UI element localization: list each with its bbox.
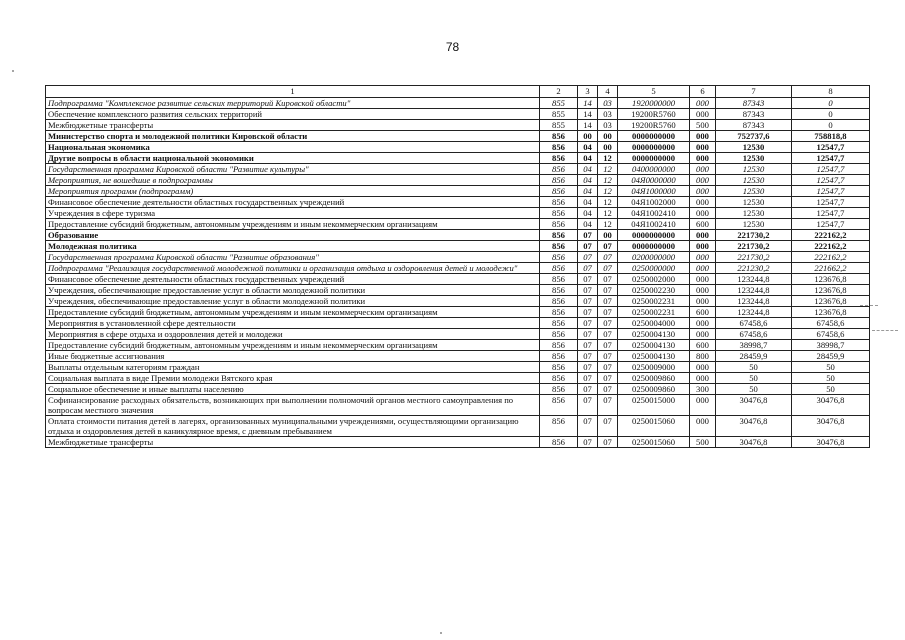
section-cell: 00 (578, 131, 598, 142)
ministry-code-cell: 856 (540, 230, 578, 241)
section-cell: 04 (578, 208, 598, 219)
section-cell: 07 (578, 307, 598, 318)
ministry-code-cell: 856 (540, 329, 578, 340)
scan-mark (860, 305, 878, 306)
column-header: 1 (46, 86, 540, 98)
ministry-code-cell: 856 (540, 175, 578, 186)
target-article-cell: 04Я1002410 (618, 208, 690, 219)
subsection-cell: 07 (598, 373, 618, 384)
table-row (46, 153, 870, 164)
amount-year2-cell: 12547,7 (792, 175, 870, 186)
table-row (46, 252, 870, 263)
ministry-code-cell: 856 (540, 384, 578, 395)
ministry-code-cell: 856 (540, 263, 578, 274)
amount-year1-cell: 87343 (716, 109, 792, 120)
section-cell: 04 (578, 186, 598, 197)
ministry-code-cell: 856 (540, 142, 578, 153)
ministry-code-cell: 856 (540, 340, 578, 351)
amount-year2-cell: 67458,6 (792, 329, 870, 340)
row-name-cell: Социальное обеспечение и иные выплаты населению (46, 384, 540, 395)
row-name-cell: Выплаты отдельным категориям граждан (46, 362, 540, 373)
table-row (46, 285, 870, 296)
amount-year2-cell: 123676,8 (792, 285, 870, 296)
table-row (46, 219, 870, 230)
expense-type-cell: 000 (690, 230, 716, 241)
section-cell: 04 (578, 153, 598, 164)
amount-year2-cell: 758818,8 (792, 131, 870, 142)
amount-year2-cell: 67458,6 (792, 318, 870, 329)
row-name-cell: Финансовое обеспечение деятельности областных государственных учреждений (46, 197, 540, 208)
amount-year2-cell: 222162,2 (792, 241, 870, 252)
table-row (46, 384, 870, 395)
amount-year1-cell: 38998,7 (716, 340, 792, 351)
target-article-cell: 0000000000 (618, 153, 690, 164)
amount-year2-cell: 221662,2 (792, 263, 870, 274)
table-row (46, 362, 870, 373)
amount-year2-cell: 12547,7 (792, 186, 870, 197)
table-row (46, 318, 870, 329)
column-header: 5 (618, 86, 690, 98)
target-article-cell: 19200R5760 (618, 109, 690, 120)
subsection-cell: 12 (598, 186, 618, 197)
ministry-code-cell: 856 (540, 351, 578, 362)
table-row (46, 296, 870, 307)
row-name-cell: Обеспечение комплексного развития сельских территорий (46, 109, 540, 120)
amount-year1-cell: 28459,9 (716, 351, 792, 362)
subsection-cell: 07 (598, 395, 618, 416)
target-article-cell: 1920000000 (618, 98, 690, 109)
ministry-code-cell: 855 (540, 120, 578, 131)
ministry-code-cell: 855 (540, 98, 578, 109)
amount-year1-cell: 50 (716, 362, 792, 373)
table-row (46, 395, 870, 416)
ministry-code-cell: 856 (540, 252, 578, 263)
expense-type-cell: 000 (690, 274, 716, 285)
expense-type-cell: 000 (690, 153, 716, 164)
target-article-cell: 0250000000 (618, 263, 690, 274)
subsection-cell: 07 (598, 340, 618, 351)
row-name-cell: Министерство спорта и молодежной политики Кировской области (46, 131, 540, 142)
amount-year1-cell: 12530 (716, 175, 792, 186)
expense-type-cell: 000 (690, 175, 716, 186)
section-cell: 04 (578, 197, 598, 208)
row-name-cell: Учреждения в сфере туризма (46, 208, 540, 219)
row-name-cell: Другие вопросы в области национальной экономики (46, 153, 540, 164)
target-article-cell: 0250002230 (618, 285, 690, 296)
amount-year1-cell: 12530 (716, 142, 792, 153)
section-cell: 07 (578, 318, 598, 329)
row-name-cell: Мероприятия, не вошедшие в подпрограммы (46, 175, 540, 186)
ministry-code-cell: 856 (540, 197, 578, 208)
amount-year2-cell: 123676,8 (792, 274, 870, 285)
row-name-cell: Учреждения, обеспечивающие предоставление услуг в области молодежной политики (46, 285, 540, 296)
amount-year2-cell: 12547,7 (792, 153, 870, 164)
expense-type-cell: 000 (690, 208, 716, 219)
table-header-row (46, 86, 870, 98)
expense-type-cell: 000 (690, 197, 716, 208)
ministry-code-cell: 856 (540, 153, 578, 164)
table-row (46, 340, 870, 351)
subsection-cell: 07 (598, 351, 618, 362)
table-row (46, 175, 870, 186)
expense-type-cell: 000 (690, 252, 716, 263)
amount-year2-cell: 50 (792, 362, 870, 373)
table-row (46, 437, 870, 448)
table-row (46, 329, 870, 340)
subsection-cell: 03 (598, 109, 618, 120)
amount-year1-cell: 12530 (716, 219, 792, 230)
ministry-code-cell: 856 (540, 395, 578, 416)
section-cell: 07 (578, 373, 598, 384)
section-cell: 04 (578, 142, 598, 153)
amount-year2-cell: 123676,8 (792, 296, 870, 307)
subsection-cell: 07 (598, 252, 618, 263)
amount-year2-cell: 38998,7 (792, 340, 870, 351)
subsection-cell: 07 (598, 318, 618, 329)
target-article-cell: 0250009860 (618, 384, 690, 395)
expense-type-cell: 300 (690, 384, 716, 395)
target-article-cell: 0250015060 (618, 416, 690, 437)
table-row (46, 230, 870, 241)
row-name-cell: Межбюджетные трансферты (46, 120, 540, 131)
target-article-cell: 0000000000 (618, 142, 690, 153)
expense-type-cell: 000 (690, 296, 716, 307)
target-article-cell: 0250015060 (618, 437, 690, 448)
subsection-cell: 07 (598, 437, 618, 448)
section-cell: 14 (578, 120, 598, 131)
ministry-code-cell: 856 (540, 186, 578, 197)
table-row (46, 208, 870, 219)
amount-year2-cell: 222162,2 (792, 230, 870, 241)
amount-year1-cell: 50 (716, 373, 792, 384)
amount-year1-cell: 123244,8 (716, 285, 792, 296)
row-name-cell: Предоставление субсидий бюджетным, автономным учреждениям и иным некоммерческим организациям (46, 307, 540, 318)
ministry-code-cell: 856 (540, 373, 578, 384)
expense-type-cell: 000 (690, 98, 716, 109)
target-article-cell: 0250004130 (618, 351, 690, 362)
row-name-cell: Оплата стоимости питания детей в лагерях, организованных муниципальными учреждениями, осуществляющими организацию отдыха и оздоровления детей в каникулярное время, с дневным пребыванием (46, 416, 540, 437)
ministry-code-cell: 856 (540, 307, 578, 318)
column-header: 8 (792, 86, 870, 98)
ministry-code-cell: 856 (540, 437, 578, 448)
section-cell: 07 (578, 241, 598, 252)
target-article-cell: 0250009000 (618, 362, 690, 373)
amount-year2-cell: 12547,7 (792, 142, 870, 153)
ministry-code-cell: 856 (540, 208, 578, 219)
expense-type-cell: 000 (690, 318, 716, 329)
row-name-cell: Учреждения, обеспечивающие предоставление услуг в области молодежной политики (46, 296, 540, 307)
table-row (46, 351, 870, 362)
ministry-code-cell: 856 (540, 164, 578, 175)
amount-year1-cell: 123244,8 (716, 274, 792, 285)
table-row (46, 164, 870, 175)
row-name-cell: Национальная экономика (46, 142, 540, 153)
target-article-cell: 0250004130 (618, 340, 690, 351)
amount-year2-cell: 222162,2 (792, 252, 870, 263)
expense-type-cell: 000 (690, 164, 716, 175)
section-cell: 07 (578, 351, 598, 362)
section-cell: 14 (578, 98, 598, 109)
table-row (46, 274, 870, 285)
amount-year2-cell: 30476,8 (792, 416, 870, 437)
amount-year2-cell: 0 (792, 98, 870, 109)
table-row (46, 109, 870, 120)
expense-type-cell: 000 (690, 285, 716, 296)
section-cell: 07 (578, 437, 598, 448)
amount-year1-cell: 123244,8 (716, 296, 792, 307)
subsection-cell: 12 (598, 164, 618, 175)
target-article-cell: 0400000000 (618, 164, 690, 175)
table-row (46, 131, 870, 142)
budget-table (45, 85, 870, 448)
target-article-cell: 04Я1002000 (618, 197, 690, 208)
amount-year1-cell: 221730,2 (716, 252, 792, 263)
page-number: 78 (445, 40, 460, 54)
section-cell: 07 (578, 230, 598, 241)
row-name-cell: Образование (46, 230, 540, 241)
amount-year2-cell: 12547,7 (792, 197, 870, 208)
expense-type-cell: 000 (690, 142, 716, 153)
section-cell: 07 (578, 285, 598, 296)
ministry-code-cell: 856 (540, 362, 578, 373)
amount-year1-cell: 221730,2 (716, 241, 792, 252)
subsection-cell: 00 (598, 142, 618, 153)
target-article-cell: 0250015000 (618, 395, 690, 416)
section-cell: 07 (578, 362, 598, 373)
table-row (46, 307, 870, 318)
row-name-cell: Предоставление субсидий бюджетным, автономным учреждениям и иным некоммерческим организациям (46, 219, 540, 230)
row-name-cell: Подпрограмма "Комплексное развитие сельских территорий Кировской области" (46, 98, 540, 109)
expense-type-cell: 000 (690, 109, 716, 120)
scan-dot (12, 70, 14, 72)
amount-year1-cell: 221730,2 (716, 230, 792, 241)
amount-year1-cell: 12530 (716, 164, 792, 175)
ministry-code-cell: 856 (540, 285, 578, 296)
subsection-cell: 03 (598, 98, 618, 109)
scan-mark (872, 330, 898, 331)
ministry-code-cell: 856 (540, 274, 578, 285)
section-cell: 07 (578, 263, 598, 274)
amount-year1-cell: 67458,6 (716, 318, 792, 329)
scan-dot (440, 632, 442, 634)
expense-type-cell: 600 (690, 219, 716, 230)
expense-type-cell: 000 (690, 263, 716, 274)
amount-year1-cell: 752737,6 (716, 131, 792, 142)
target-article-cell: 0000000000 (618, 230, 690, 241)
amount-year1-cell: 67458,6 (716, 329, 792, 340)
row-name-cell: Мероприятия в установленной сфере деятельности (46, 318, 540, 329)
subsection-cell: 12 (598, 208, 618, 219)
column-header: 2 (540, 86, 578, 98)
section-cell: 07 (578, 296, 598, 307)
section-cell: 07 (578, 329, 598, 340)
section-cell: 07 (578, 395, 598, 416)
section-cell: 04 (578, 219, 598, 230)
target-article-cell: 0000000000 (618, 131, 690, 142)
amount-year1-cell: 30476,8 (716, 437, 792, 448)
amount-year2-cell: 123676,8 (792, 307, 870, 318)
table-row (46, 416, 870, 437)
amount-year1-cell: 30476,8 (716, 416, 792, 437)
table-row (46, 197, 870, 208)
amount-year2-cell: 50 (792, 384, 870, 395)
subsection-cell: 00 (598, 230, 618, 241)
subsection-cell: 07 (598, 263, 618, 274)
ministry-code-cell: 856 (540, 318, 578, 329)
row-name-cell: Предоставление субсидий бюджетным, автономным учреждениям и иным некоммерческим организациям (46, 340, 540, 351)
section-cell: 04 (578, 164, 598, 175)
amount-year2-cell: 0 (792, 109, 870, 120)
row-name-cell: Молодежная политика (46, 241, 540, 252)
expense-type-cell: 800 (690, 351, 716, 362)
target-article-cell: 0250004000 (618, 318, 690, 329)
subsection-cell: 12 (598, 153, 618, 164)
row-name-cell: Межбюджетные трансферты (46, 437, 540, 448)
expense-type-cell: 600 (690, 307, 716, 318)
subsection-cell: 07 (598, 241, 618, 252)
amount-year1-cell: 30476,8 (716, 395, 792, 416)
target-article-cell: 04Я1002410 (618, 219, 690, 230)
target-article-cell: 0250002000 (618, 274, 690, 285)
ministry-code-cell: 856 (540, 296, 578, 307)
amount-year1-cell: 12530 (716, 197, 792, 208)
table-row (46, 241, 870, 252)
target-article-cell: 0250002231 (618, 307, 690, 318)
row-name-cell: Государственная программа Кировской области "Развитие культуры" (46, 164, 540, 175)
ministry-code-cell: 855 (540, 109, 578, 120)
amount-year1-cell: 87343 (716, 120, 792, 131)
target-article-cell: 04Я1000000 (618, 186, 690, 197)
expense-type-cell: 000 (690, 186, 716, 197)
subsection-cell: 03 (598, 120, 618, 131)
amount-year1-cell: 12530 (716, 208, 792, 219)
target-article-cell: 0000000000 (618, 241, 690, 252)
section-cell: 07 (578, 274, 598, 285)
expense-type-cell: 500 (690, 437, 716, 448)
amount-year1-cell: 123244,8 (716, 307, 792, 318)
target-article-cell: 19200R5760 (618, 120, 690, 131)
section-cell: 07 (578, 252, 598, 263)
row-name-cell: Социальная выплата в виде Премии молодежи Вятского края (46, 373, 540, 384)
expense-type-cell: 500 (690, 120, 716, 131)
subsection-cell: 12 (598, 219, 618, 230)
amount-year1-cell: 12530 (716, 186, 792, 197)
amount-year2-cell: 0 (792, 120, 870, 131)
row-name-cell: Государственная программа Кировской области "Развитие образования" (46, 252, 540, 263)
amount-year2-cell: 28459,9 (792, 351, 870, 362)
subsection-cell: 07 (598, 384, 618, 395)
section-cell: 07 (578, 384, 598, 395)
table-row (46, 373, 870, 384)
amount-year2-cell: 50 (792, 373, 870, 384)
section-cell: 07 (578, 340, 598, 351)
ministry-code-cell: 856 (540, 241, 578, 252)
row-name-cell: Мероприятия программ (подпрограмм) (46, 186, 540, 197)
expense-type-cell: 000 (690, 329, 716, 340)
expense-type-cell: 600 (690, 340, 716, 351)
row-name-cell: Иные бюджетные ассигнования (46, 351, 540, 362)
column-header: 6 (690, 86, 716, 98)
row-name-cell: Софинансирование расходных обязательств, возникающих при выполнении полномочий органов местного самоуправления по вопросам местного значения (46, 395, 540, 416)
ministry-code-cell: 856 (540, 219, 578, 230)
column-header: 7 (716, 86, 792, 98)
section-cell: 04 (578, 175, 598, 186)
section-cell: 14 (578, 109, 598, 120)
table-row (46, 98, 870, 109)
row-name-cell: Подпрограмма "Реализация государственной молодежной политики и организация отдыха и оздоровления детей и молодежи" (46, 263, 540, 274)
section-cell: 07 (578, 416, 598, 437)
subsection-cell: 07 (598, 329, 618, 340)
subsection-cell: 12 (598, 197, 618, 208)
amount-year2-cell: 12547,7 (792, 164, 870, 175)
amount-year2-cell: 30476,8 (792, 437, 870, 448)
amount-year1-cell: 87343 (716, 98, 792, 109)
row-name-cell: Финансовое обеспечение деятельности областных государственных учреждений (46, 274, 540, 285)
target-article-cell: 04Я0000000 (618, 175, 690, 186)
row-name-cell: Мероприятия в сфере отдыха и оздоровления детей и молодежи (46, 329, 540, 340)
amount-year2-cell: 30476,8 (792, 395, 870, 416)
subsection-cell: 07 (598, 296, 618, 307)
amount-year2-cell: 12547,7 (792, 219, 870, 230)
subsection-cell: 07 (598, 416, 618, 437)
ministry-code-cell: 856 (540, 416, 578, 437)
table-row (46, 142, 870, 153)
subsection-cell: 00 (598, 131, 618, 142)
target-article-cell: 0250009860 (618, 373, 690, 384)
subsection-cell: 07 (598, 362, 618, 373)
target-article-cell: 0200000000 (618, 252, 690, 263)
subsection-cell: 12 (598, 175, 618, 186)
amount-year1-cell: 221230,2 (716, 263, 792, 274)
expense-type-cell: 000 (690, 241, 716, 252)
column-header: 4 (598, 86, 618, 98)
subsection-cell: 07 (598, 274, 618, 285)
column-header: 3 (578, 86, 598, 98)
amount-year1-cell: 12530 (716, 153, 792, 164)
table-row (46, 186, 870, 197)
expense-type-cell: 000 (690, 362, 716, 373)
expense-type-cell: 000 (690, 373, 716, 384)
table-row (46, 120, 870, 131)
amount-year2-cell: 12547,7 (792, 208, 870, 219)
ministry-code-cell: 856 (540, 131, 578, 142)
target-article-cell: 0250002231 (618, 296, 690, 307)
subsection-cell: 07 (598, 307, 618, 318)
expense-type-cell: 000 (690, 131, 716, 142)
table-row (46, 263, 870, 274)
expense-type-cell: 000 (690, 395, 716, 416)
table-body (46, 98, 870, 448)
amount-year1-cell: 50 (716, 384, 792, 395)
expense-type-cell: 000 (690, 416, 716, 437)
target-article-cell: 0250004130 (618, 329, 690, 340)
subsection-cell: 07 (598, 285, 618, 296)
